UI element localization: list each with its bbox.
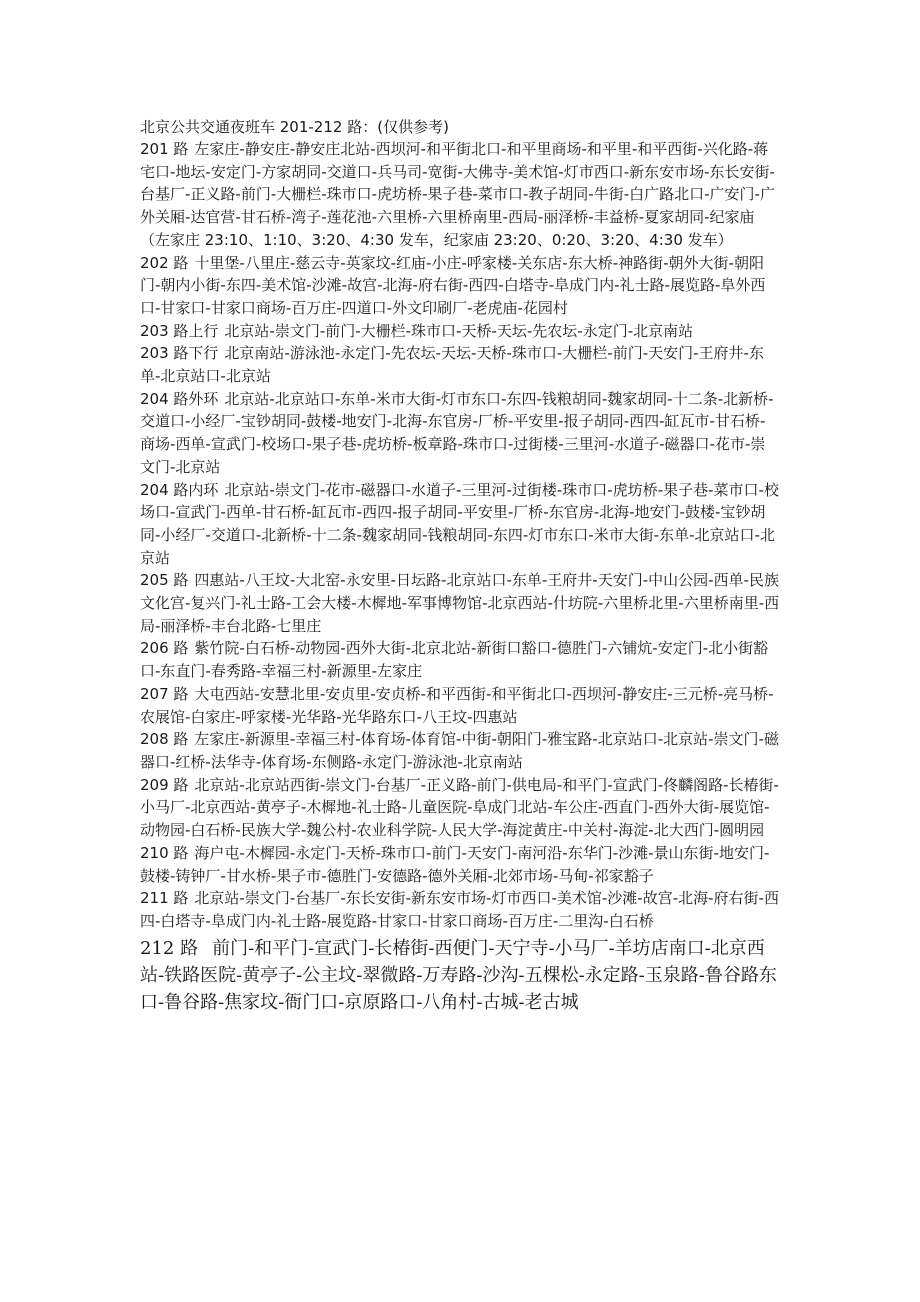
route-stops: 北京站-北京站口-东单-米市大街-灯市东口-东四-钱粮胡同-魏家胡同-十二条-北新桥-交道口-小经厂-宝钞胡同-鼓楼-地安门-北海-东官房-厂桥-平安里-报子胡同-西四-缸瓦市-甘石桥-商场-西单-宣武门-校场口-果子巷-虎坊桥-板章路-珠市口-过街楼-三里河-水道子-磁器口-花市-崇文门-北京站 [140,389,774,476]
route-stops: 左家庄-新源里-幸福三村-体育场-体育馆-中街-朝阳门-雅宝路-北京站口-北京站-崇文门-磁器口-红桥-法华寺-体育场-东侧路-永定门-游泳池-北京南站 [140,730,779,771]
route-stops: 四惠站-八王坟-大北窑-永安里-日坛路-北京站口-东单-王府井-天安门-中山公园-西单-民族文化宫-复兴门-礼士路-工会大楼-木樨地-军事博物馆-北京西站-什坊院-六里桥北里-六里桥南里-西局-丽泽桥-丰台北路-七里庄 [140,571,780,635]
route-entry-207 [140,683,780,728]
route-entry-211 [140,887,780,932]
route-number: 204 路外环 [140,389,219,408]
route-number: 202 路 [140,253,189,272]
route-number: 206 路 [140,639,189,658]
route-entry-209 [140,774,780,842]
route-stops: 紫竹院-白石桥-动物园-西外大街-北京北站-新街口豁口-德胜门-六铺炕-安定门-北小街豁口-东直门-春秀路-幸福三村-新源里-左家庄 [140,639,769,681]
route-stops: 大屯西站-安慧北里-安贞里-安贞桥-和平西街-和平街北口-西坝河-静安庄-三元桥-亮马桥-农展馆-白家庄-呼家楼-光华路-光华路东口-八王坟-四惠站 [140,684,774,726]
route-number: 201 路 [140,140,189,158]
route-number: 208 路 [140,730,189,749]
route-entry-208 [140,728,780,773]
route-entry-202 [140,252,780,320]
route-number: 211 路 [140,889,189,908]
route-entry-203-down [140,342,780,387]
route-entry-201 [140,138,780,252]
route-entry-204-outer [140,388,780,479]
route-number: 207 路 [140,684,189,703]
route-stops: 前门-和平门-宣武门-长椿街-西便门-天宁寺-小马厂-羊坊店南口-北京西站-铁路医院-黄亭子-公主坟-翠微路-万寿路-沙沟-五棵松-永定路-玉泉路-鲁谷路东口-鲁谷路-焦家坟-衙门口-京原路口-八角村-古城-老古城 [140,937,777,1013]
route-stops: 北京站-崇文门-前门-大栅栏-珠市口-天桥-天坛-先农坛-永定门-北京南站 [224,321,694,340]
document-title: 北京公共交通夜班车 201-212 路：(仅供参考) [140,118,449,136]
document-page [140,116,780,1016]
route-number: 212 路 [140,937,199,959]
route-number: 205 路 [140,571,189,590]
route-stops: 北京站-崇文门-台基厂-东长安街-新东安市场-灯市西口-美术馆-沙滩-故宫-北海-府右街-西四-白塔寺-阜成门内-礼士路-展览路-甘家口-甘家口商场-百万庄-二里沟-白石桥 [140,889,779,930]
route-number: 209 路 [140,775,189,794]
route-number: 203 路下行 [140,344,219,363]
route-entry-205 [140,569,780,637]
route-entry-210 [140,842,780,887]
route-stops: 北京站-崇文门-花市-磁器口-水道子-三里河-过街楼-珠市口-虎坊桥-果子巷-菜市口-校场口-宣武门-西单-甘石桥-缸瓦市-西四-报子胡同-平安里-厂桥-东官房-北海-地安门-鼓楼-宝钞胡同-小经厂-交道口-北新桥-十二条-魏家胡同-钱粮胡同-东四-灯市东口-米市大街-东单-北京站口-北京站 [140,480,779,567]
route-number: 203 路上行 [140,321,219,340]
route-stops: 北京南站-游泳池-永定门-先农坛-天坛-天桥-珠市口-大栅栏-前门-天安门-王府井-东单-北京站口-北京站 [140,344,764,386]
route-stops: 十里堡-八里庄-慈云寺-英家坟-红庙-小庄-呼家楼-关东店-东大桥-神路街-朝外大街-朝阳门-朝内小街-东四-美术馆-沙滩-故宫-北海-府右街-西四-白塔寺-阜成门内-礼士路-展览路-阜外西口-甘家口-甘家口商场-百万庄-四道口-外文印刷厂-老虎庙-花园村 [140,253,766,317]
route-number: 210 路 [140,843,189,862]
route-number: 204 路内环 [140,480,219,499]
route-stops: 海户屯-木樨园-永定门-天桥-珠市口-前门-天安门-南河沿-东华门-沙滩-景山东街-地安门-鼓楼-铸钟厂-甘水桥-果子市-德胜门-安德路-德外关厢-北郊市场-马甸-祁家豁子 [140,843,770,885]
route-entry-206 [140,637,780,682]
route-stops: 左家庄-静安庄-静安庄北站-西坝河-和平街北口-和平里商场-和平里-和平西街-兴化路-蒋宅口-地坛-安定门-方家胡同-交道口-兵马司-宽街-大佛寺-美术馆-灯市西口-新东安市场-东长安街-台基厂-正义路-前门-大栅栏-珠市口-虎坊桥-果子巷-菜市口-教子胡同-牛街-白广路北口-广安门-广外关厢-达官营-甘石桥-湾子-莲花池-六里桥-六里桥南里-西局-丽泽桥-丰益桥-夏家胡同-纪家庙（左家庄 23:10、1:10、3:20、4:30 发车，纪家庙 23:20、0:20、3:20、4:30 发车） [140,140,775,249]
route-stops: 北京站-北京站西街-崇文门-台基厂-正义路-前门-供电局-和平门-宣武门-佟麟阁路-长椿街-小马厂-北京西站-黄亭子-木樨地-礼士路-儿童医院-阜成门北站-车公庄-西直门-西外大街-展览馆-动物园-白石桥-民族大学-魏公村-农业科学院-人民大学-海淀黄庄-中关村-海淀-北大西门-圆明园 [140,775,779,840]
route-entry-203-up [140,320,780,343]
route-entry-212 [140,935,780,1016]
route-entry-204-inner [140,479,780,570]
